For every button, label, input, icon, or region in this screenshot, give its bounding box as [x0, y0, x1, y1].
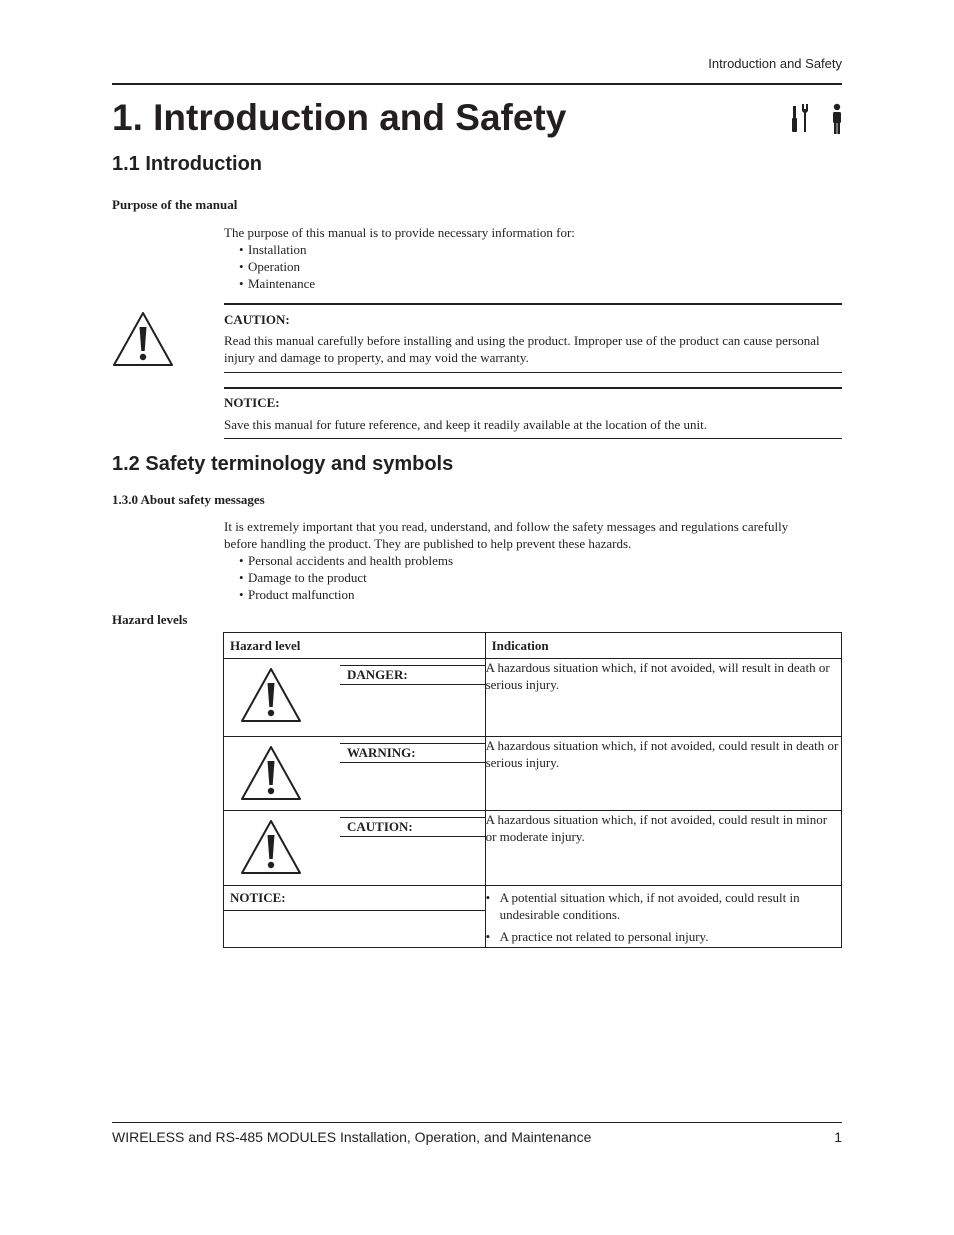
list-item: • A practice not related to personal injury.: [486, 928, 841, 945]
table-header-row: [224, 633, 842, 659]
caution-text: Read this manual carefully before installing and using the product. Improper use of the product can cause personal injury and damage to property, and may void the warranty.: [224, 333, 820, 365]
caution-top-rule: [224, 303, 842, 305]
indication-cell: A hazardous situation which, if not avoided, could result in minor or moderate injury.: [485, 811, 841, 886]
indication-cell: A hazardous situation which, if not avoided, will result in death or serious injury.: [485, 659, 841, 737]
indication-cell: A hazardous situation which, if not avoided, could result in death or serious injury.: [485, 737, 841, 811]
page-number: 1: [834, 1129, 842, 1145]
footer-rule: [112, 1122, 842, 1123]
hazard-list: [234, 552, 453, 603]
column-header-hazard-level: Hazard level: [224, 633, 486, 659]
table-row: [224, 659, 842, 737]
list-item: • Maintenance: [234, 275, 315, 292]
section-heading-introduction: 1.1 Introduction: [112, 153, 262, 175]
danger-triangle-icon: [240, 667, 302, 723]
subheading-purpose: Purpose of the manual: [112, 197, 238, 212]
list-item: • Personal accidents and health problems: [234, 552, 453, 569]
header-rule: [112, 83, 842, 85]
hazard-table: [223, 632, 842, 948]
indication-cell: [485, 886, 841, 948]
table-row: [224, 737, 842, 811]
notice-bottom-rule: [224, 438, 842, 439]
caution-label: CAUTION:: [224, 312, 290, 327]
notice-top-rule: [224, 387, 842, 389]
safety-intro: It is extremely important that you read, understand, and follow the safety messages and regulations carefully before handling the product. They are published to help prevent these hazards.: [224, 519, 789, 551]
hazard-level-cell: [224, 659, 486, 737]
list-item: • A potential situation which, if not avoided, could result in undesirable conditions.: [486, 889, 841, 923]
tools-and-person-icon: [790, 102, 850, 136]
subheading-safety-messages: 1.3.0 About safety messages: [112, 492, 265, 507]
table-row: [224, 811, 842, 886]
table-row: [224, 886, 842, 948]
warning-triangle-icon: [112, 311, 174, 367]
section-heading-safety: 1.2 Safety terminology and symbols: [112, 453, 454, 475]
list-item: • Operation: [234, 258, 315, 275]
notice-text: Save this manual for future reference, and keep it readily available at the location of the unit.: [224, 417, 707, 432]
signal-word-notice: NOTICE:: [224, 886, 485, 911]
caution-triangle-icon: [240, 819, 302, 875]
subheading-hazard-levels: Hazard levels: [112, 612, 188, 627]
notice-label: NOTICE:: [224, 395, 280, 410]
chapter-title: 1. Introduction and Safety: [112, 97, 567, 138]
hazard-level-cell: [224, 811, 486, 886]
list-item: • Product malfunction: [234, 586, 453, 603]
signal-word-warning: WARNING:: [340, 743, 485, 763]
caution-bottom-rule: [224, 372, 842, 373]
purpose-intro: The purpose of this manual is to provide necessary information for:: [224, 225, 575, 240]
list-item: • Installation: [234, 241, 315, 258]
hazard-level-cell: [224, 737, 486, 811]
signal-word-danger: DANGER:: [340, 665, 485, 685]
list-item: • Damage to the product: [234, 569, 453, 586]
column-header-indication: Indication: [485, 633, 841, 659]
hazard-level-cell: [224, 886, 486, 948]
signal-word-caution: CAUTION:: [340, 817, 485, 837]
warning-triangle-icon: [240, 745, 302, 801]
purpose-list: [234, 241, 315, 292]
footer-title: WIRELESS and RS-485 MODULES Installation, Operation, and Maintenance: [112, 1129, 592, 1145]
running-header: Introduction and Safety: [708, 56, 842, 71]
